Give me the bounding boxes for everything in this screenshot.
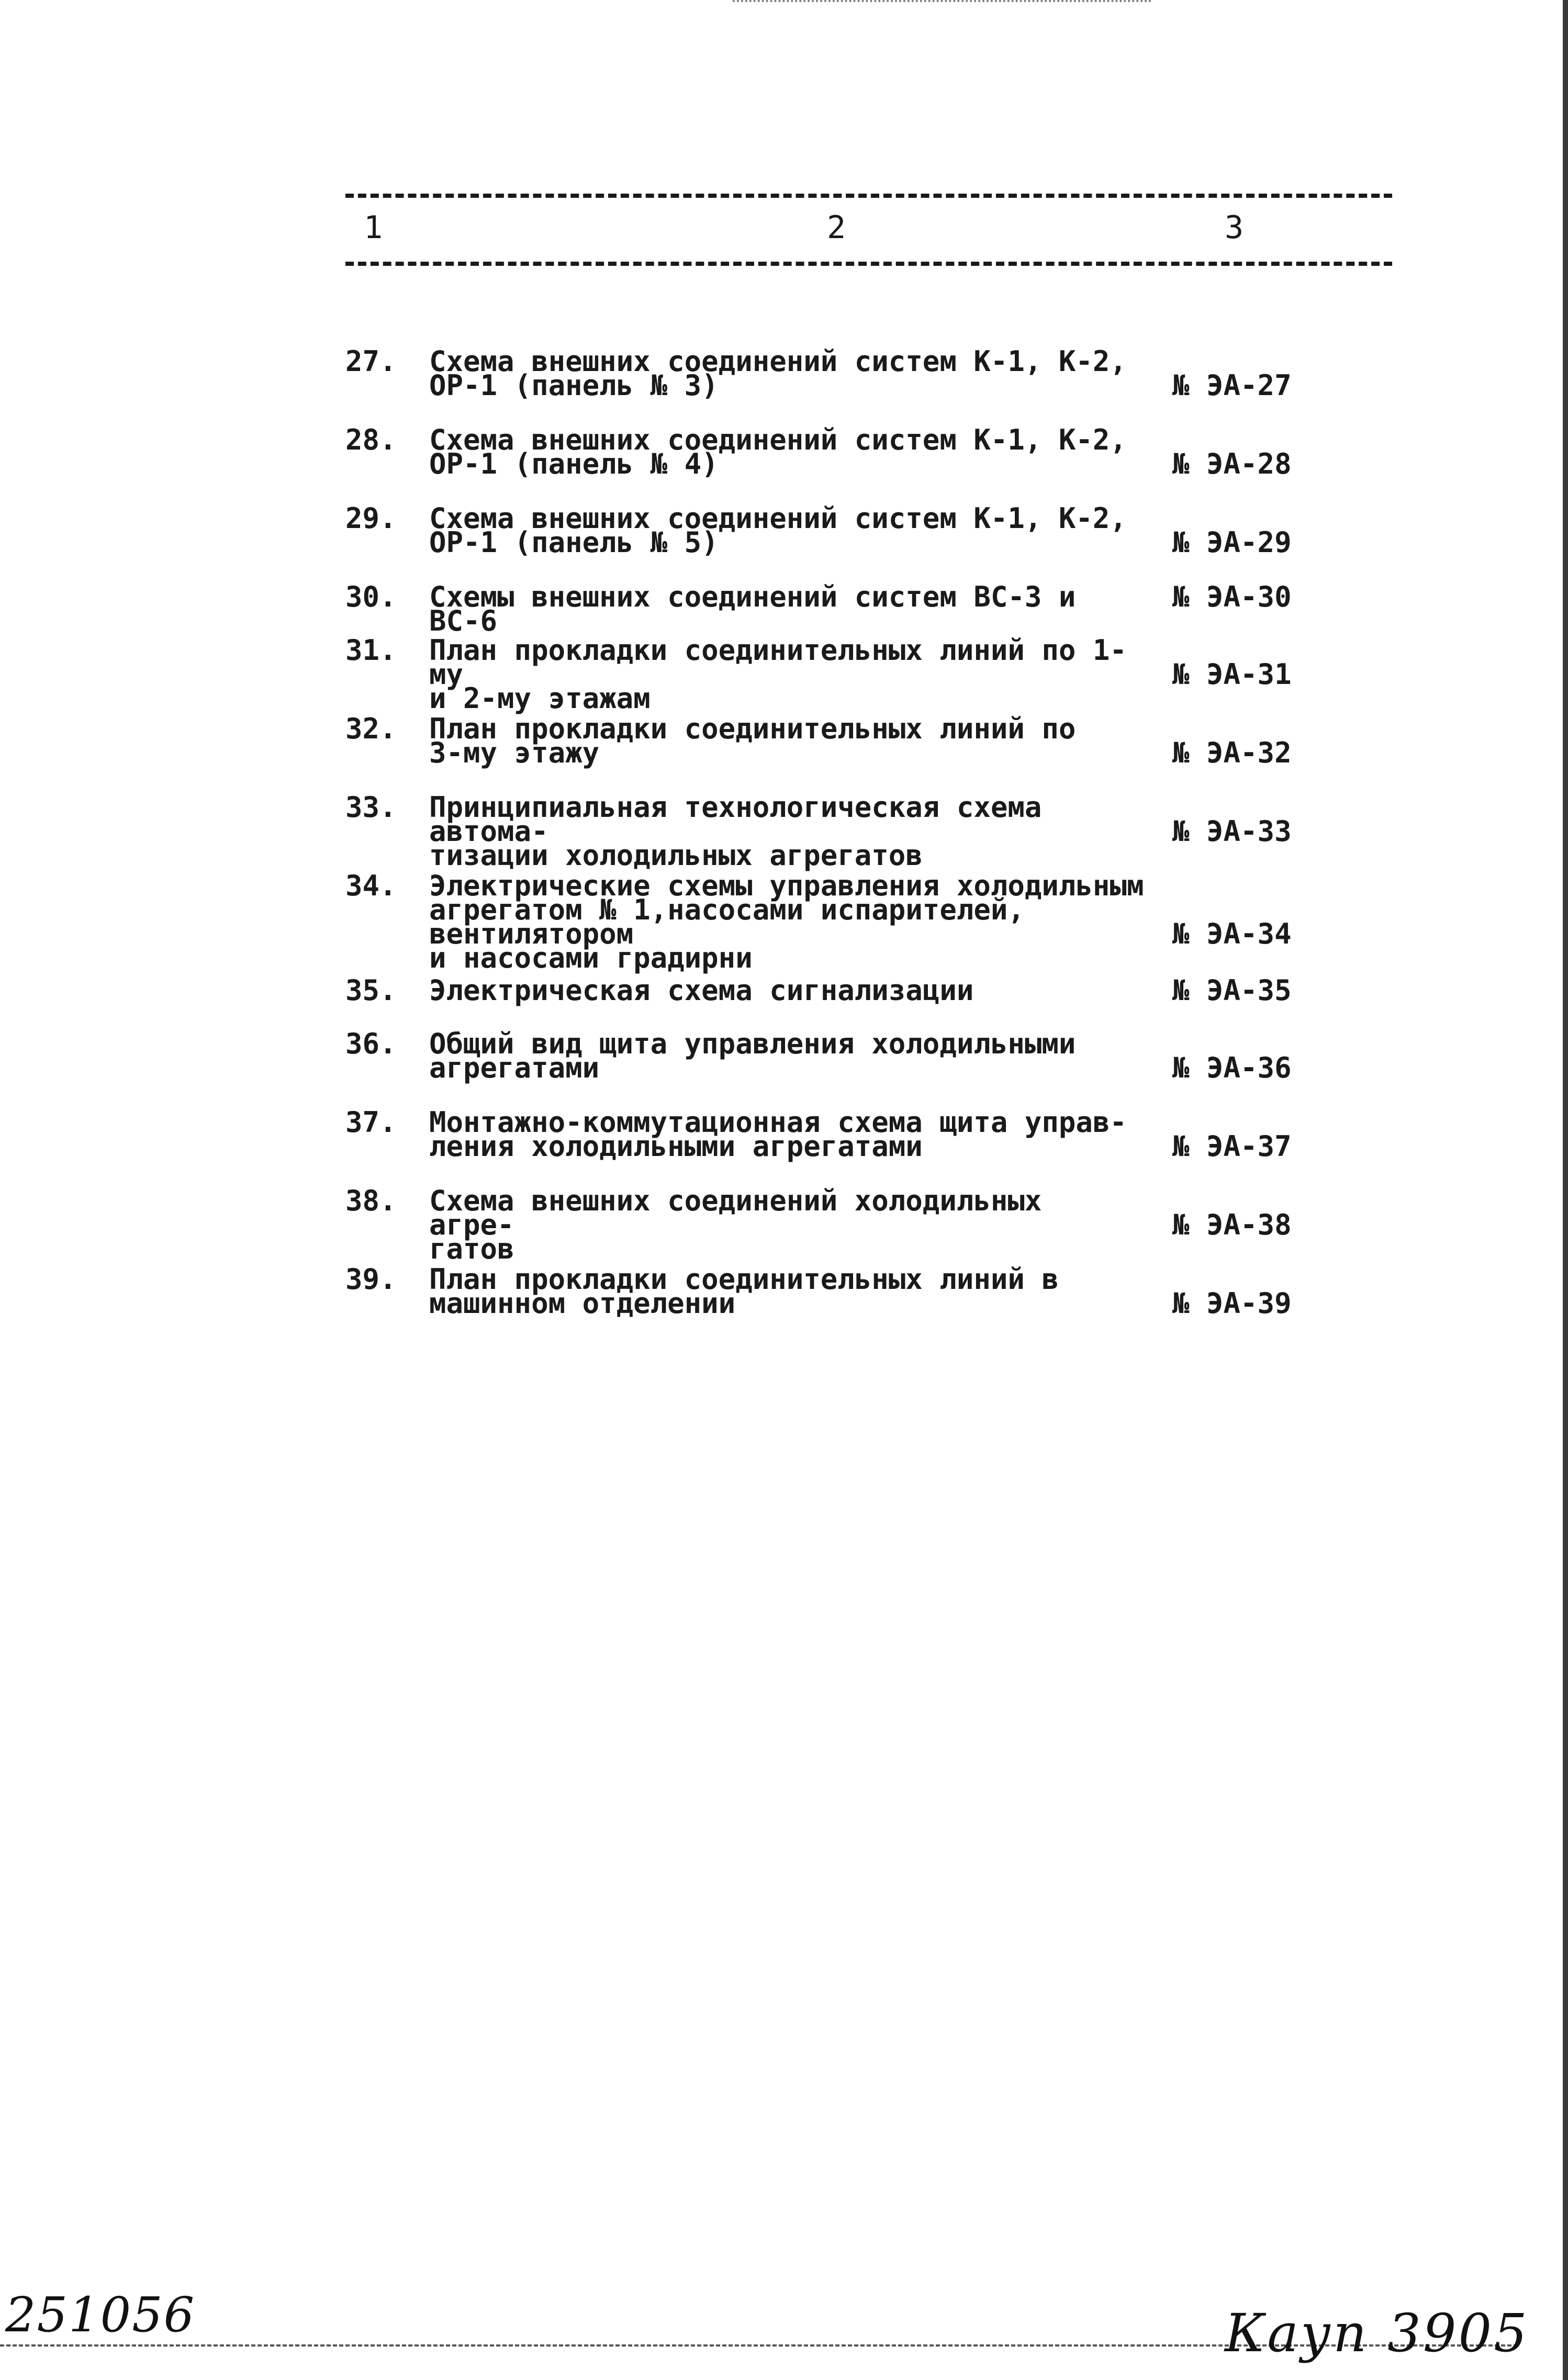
- item-number: 29.: [345, 502, 397, 535]
- item-title: Схема внешних соединений систем К-1, К-2, ОР-1 (панель № 4): [429, 423, 1127, 480]
- item-drawing-ref: № ЭА-30: [1172, 580, 1292, 613]
- item-title: План прокладки соединительных линий по 3-му этажу: [429, 712, 1076, 769]
- item-drawing-ref: № ЭА-39: [1172, 1287, 1292, 1320]
- handwritten-copy-note: Кауп 3905: [1225, 2303, 1529, 2364]
- column-header-3: 3: [1225, 209, 1244, 246]
- item-number: 34.: [345, 869, 397, 902]
- item-drawing-ref: № ЭА-28: [1172, 447, 1292, 480]
- item-drawing-ref: № ЭА-35: [1172, 974, 1292, 1007]
- item-title: План прокладки соединительных линий по 1-му и 2-му этажам: [429, 634, 1127, 715]
- item-title: Монтажно-коммутационная схема щита управ- ления холодильными агрегатами: [429, 1106, 1127, 1163]
- item-title: Принципиальная технологическая схема автома- тизации холодильных агрегатов: [429, 791, 1042, 872]
- item-title: Схема внешних соединений систем К-1, К-2, ОР-1 (панель № 5): [429, 502, 1127, 559]
- item-drawing-ref: № ЭА-29: [1172, 526, 1292, 559]
- item-drawing-ref: № ЭА-37: [1172, 1130, 1292, 1163]
- item-number: 27.: [345, 345, 397, 378]
- item-drawing-ref: № ЭА-38: [1172, 1208, 1292, 1241]
- item-title: Схемы внешних соединений систем ВС-3 и ВС-6: [429, 580, 1076, 637]
- item-number: 31.: [345, 634, 397, 667]
- handwritten-inventory-number: 251056: [5, 2287, 196, 2343]
- column-header-1: 1: [364, 209, 383, 246]
- item-number: 35.: [345, 974, 397, 1007]
- item-number: 30.: [345, 580, 397, 613]
- item-drawing-ref: № ЭА-34: [1172, 917, 1292, 950]
- item-number: 37.: [345, 1106, 397, 1139]
- item-title: План прокладки соединительных линий в машинном отделении: [429, 1263, 1059, 1320]
- item-number: 38.: [345, 1184, 397, 1217]
- item-drawing-ref: № ЭА-33: [1172, 815, 1292, 848]
- item-drawing-ref: № ЭА-27: [1172, 369, 1292, 402]
- item-number: 28.: [345, 423, 397, 456]
- item-title: Схема внешних соединений холодильных агре- гатов: [429, 1184, 1042, 1265]
- item-title: Электрическая схема сигнализации: [429, 974, 974, 1007]
- item-drawing-ref: № ЭА-32: [1172, 736, 1292, 769]
- item-number: 33.: [345, 791, 397, 824]
- column-header-2: 2: [827, 209, 846, 246]
- item-number: 32.: [345, 712, 397, 745]
- item-drawing-ref: № ЭА-31: [1172, 658, 1292, 691]
- item-drawing-ref: № ЭА-36: [1172, 1051, 1292, 1084]
- item-number: 36.: [345, 1027, 397, 1060]
- item-title: Электрические схемы управления холодильным агрегатом № 1,насосами испарителей, вентилятором и насосами градирни: [429, 869, 1144, 974]
- item-title: Общий вид щита управления холодильными агрегатами: [429, 1027, 1076, 1084]
- item-number: 39.: [345, 1263, 397, 1296]
- item-title: Схема внешних соединений систем К-1, К-2, ОР-1 (панель № 3): [429, 345, 1127, 402]
